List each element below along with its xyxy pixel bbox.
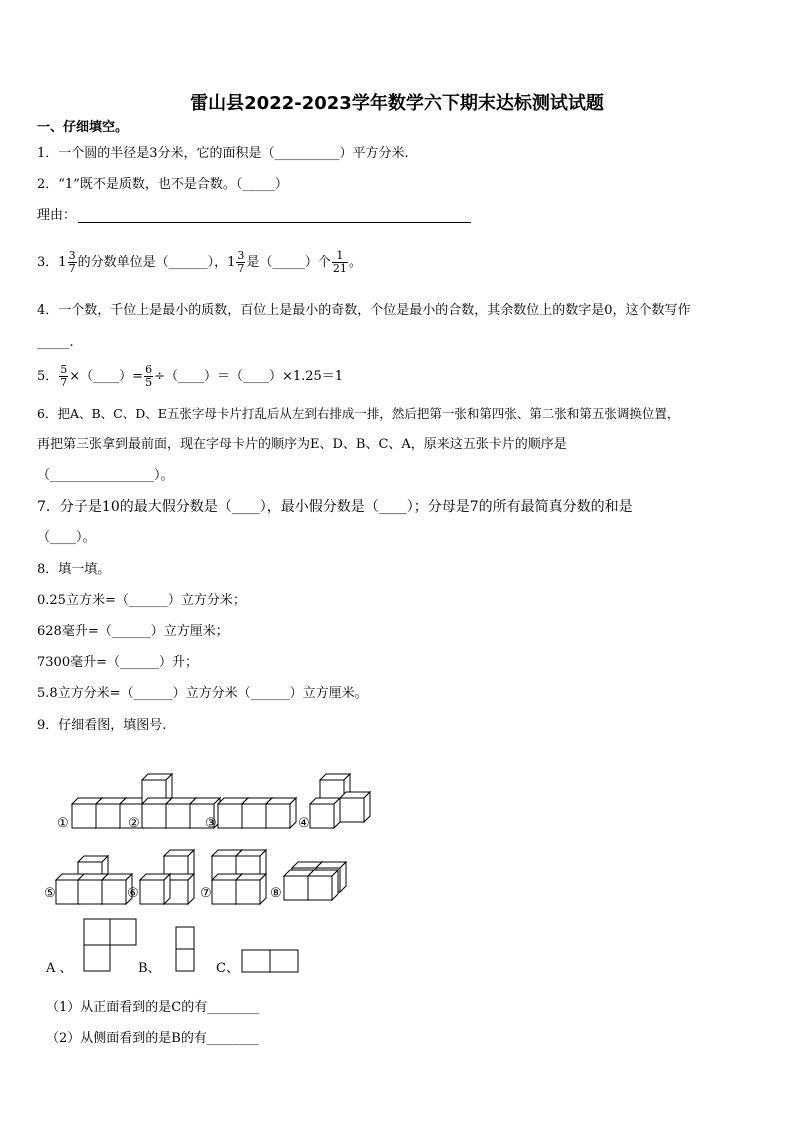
question-8-c: 7300毫升=（______）升； xyxy=(37,655,198,670)
section-heading: 一、仔细填空。 xyxy=(37,120,129,135)
numerator: 1 xyxy=(332,250,348,263)
question-6-line-2: 再把第三张拿到最前面，现在字母卡片的顺序为E、D、B、C、A，原来这五张卡片的顺序是 xyxy=(37,437,567,452)
page-title: 雷山县2022-2023学年数学六下期末达标测试试题 xyxy=(190,93,604,114)
denominator: 7 xyxy=(68,262,76,275)
question-5-mid-2: ÷（____）＝（____）×1.25＝1 xyxy=(154,369,344,384)
question-2-reason-label: 理由： xyxy=(37,208,77,223)
question-4-line-2: _____. xyxy=(37,335,74,350)
figure-7 xyxy=(212,850,266,904)
question-8: 8．填一填。 xyxy=(37,562,111,577)
numerator: 3 xyxy=(237,249,245,262)
question-8-a: 0.25立方米=（______）立方分米； xyxy=(37,593,246,608)
question-7-line-2: （____）。 xyxy=(37,530,96,545)
question-5-number: 5． xyxy=(37,369,59,384)
figure-5 xyxy=(56,856,132,904)
figure-label-7: ⑦ xyxy=(200,886,212,901)
view-label-a: A 、 xyxy=(46,961,73,976)
figure-label-2: ② xyxy=(128,816,140,831)
question-3-text-1: 的分数单位是（______）， xyxy=(77,255,228,270)
figure-label-5: ⑤ xyxy=(44,886,56,901)
figure-label-8: ⑧ xyxy=(270,886,282,901)
question-6-line-3: （________________）。 xyxy=(37,468,174,483)
numerator: 3 xyxy=(68,249,76,262)
question-9-2: （2）从侧面看到的是B的有________ xyxy=(46,1031,259,1046)
mixed-whole-2: 1 xyxy=(227,255,236,270)
question-3-number: 3． xyxy=(37,255,59,270)
view-c xyxy=(242,950,298,972)
figure-label-6: ⑥ xyxy=(127,886,139,901)
figure-label-1: ① xyxy=(57,816,69,831)
figure-8 xyxy=(284,862,346,900)
question-7-line-1: 7．分子是10的最大假分数是（____），最小假分数是（____）；分母是7的所有最简真分数的和是 xyxy=(37,499,633,515)
view-a xyxy=(84,919,136,971)
denominator: 7 xyxy=(237,262,245,275)
question-4-line-1: 4．一个数，千位上是最小的质数，百位上是最小的奇数，个位是最小的合数，其余数位上的数字是0，这个数写作 xyxy=(37,303,691,318)
question-3-end: 。 xyxy=(348,255,362,270)
figure-label-4: ④ xyxy=(298,816,310,831)
question-9: 9．仔细看图，填图号. xyxy=(37,718,167,733)
question-9-1: （1）从正面看到的是C的有________ xyxy=(46,1000,260,1015)
view-label-c: C、 xyxy=(216,961,239,976)
figure-label-3: ③ xyxy=(205,816,217,831)
mixed-whole: 1 xyxy=(58,255,67,270)
question-8-d: 5.8立方分米=（______）立方分米（______）立方厘米。 xyxy=(37,686,368,701)
figure-3 xyxy=(218,798,296,828)
question-8-b: 628毫升=（______）立方厘米； xyxy=(37,624,229,639)
denominator: 7 xyxy=(60,376,68,389)
numerator: 6 xyxy=(145,363,153,376)
view-b xyxy=(176,927,194,971)
figure-4 xyxy=(310,774,370,828)
question-3-text-2: 是（_____）个 xyxy=(246,255,331,270)
denominator: 5 xyxy=(145,376,153,389)
question-5-mid-1: ×（____）= xyxy=(69,369,144,384)
figure-6 xyxy=(140,850,194,904)
denominator: 21 xyxy=(332,262,347,275)
question-6-line-1: 6．把A、B、C、D、E五张字母卡片打乱后从左到右排成一排，然后把第一张和第四张、第二张和第五张调换位置， xyxy=(37,406,680,421)
view-label-b: B、 xyxy=(138,961,161,976)
question-2: 2．“1”既不是质数，也不是合数。（_____） xyxy=(37,177,288,192)
question-1: 1．一个圆的半径是3分米，它的面积是（__________）平方分米. xyxy=(37,146,409,161)
numerator: 5 xyxy=(60,363,68,376)
